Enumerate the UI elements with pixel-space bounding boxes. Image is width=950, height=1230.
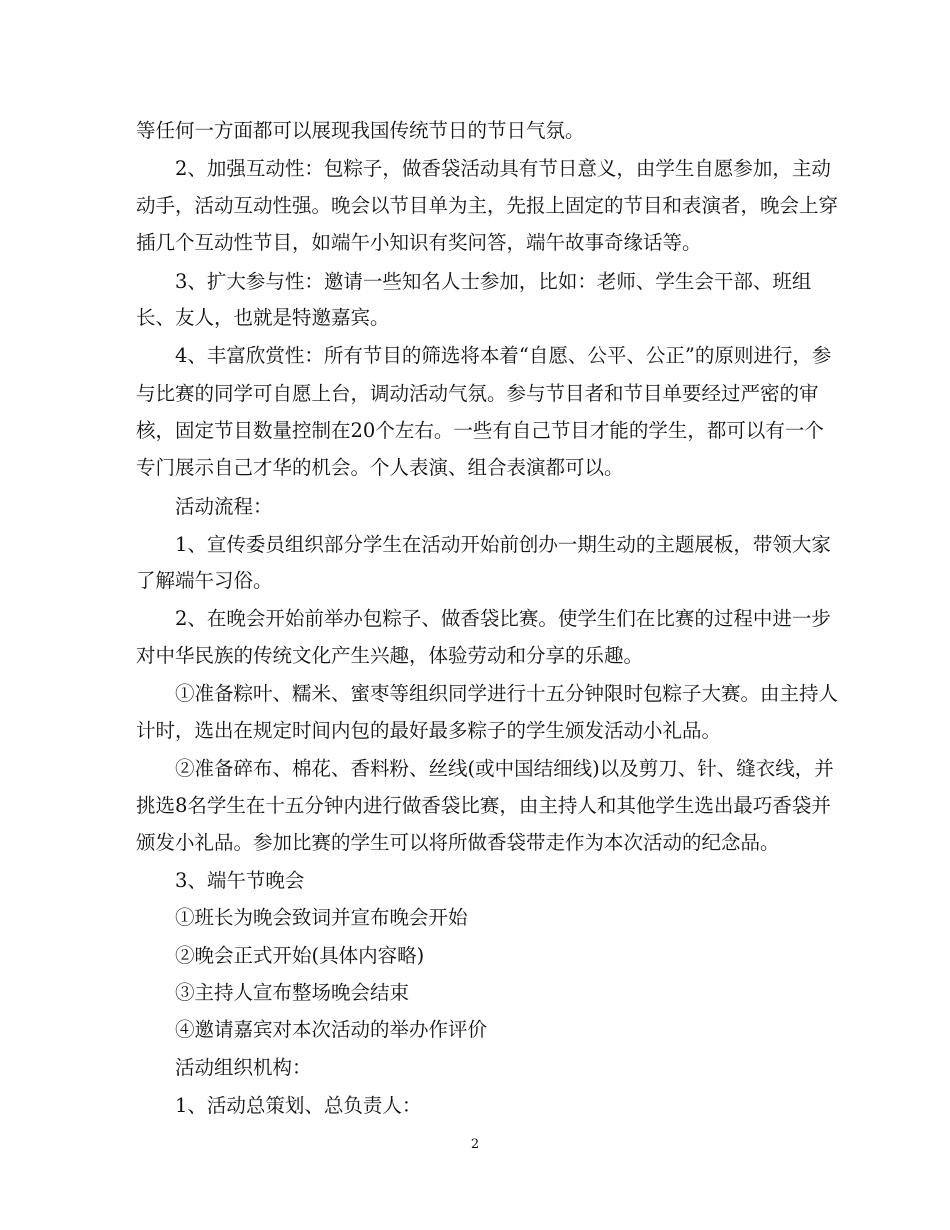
text-line: 计时，选出在规定时间内包的最好最多粽子的学生颁发活动小礼品。: [136, 719, 722, 742]
text-line: 1、宣传委员组织部分学生在活动开始前创办一期生动的主题展板，带领大家: [175, 533, 831, 556]
text-line: 插几个互动性节目，如端午小知识有奖问答，端午故事奇缘话等。: [136, 231, 702, 254]
page-number: 2: [470, 1137, 480, 1152]
text-line: 动手，活动互动性强。晚会以节目单为主，先报上固定的节目和表演者，晚会上穿: [136, 194, 839, 217]
section-heading: 活动流程：: [175, 495, 273, 518]
text-line: ①准备粽叶、糯米、蜜枣等组织同学进行十五分钟限时包粽子大赛。由主持人: [175, 682, 839, 705]
text-line: 长、友人，也就是特邀嘉宾。: [136, 306, 390, 329]
text-line: 对中华民族的传统文化产生兴趣，体验劳动和分享的乐趣。: [136, 644, 644, 667]
text-line: 了解端午习俗。: [136, 569, 273, 592]
section-heading: 活动组织机构：: [175, 1056, 312, 1079]
text-line: 等任何一方面都可以展现我国传统节日的节日气氛。: [136, 119, 585, 142]
list-item: ③主持人宣布整场晚会结束: [175, 981, 410, 1004]
text-line: 2、加强互动性：包粽子，做香袋活动具有节日意义，由学生自愿参加，主动: [175, 157, 831, 180]
list-item: ②晚会正式开始(具体内容略): [175, 944, 425, 967]
text-line: 1、活动总策划、总负责人：: [175, 1094, 422, 1117]
list-item: ④邀请嘉宾对本次活动的举办作评价: [175, 1018, 488, 1041]
text-line: 4、丰富欣赏性：所有节目的筛选将本着“自愿、公平、公正”的原则进行，参: [175, 344, 832, 367]
text-line: 核，固定节目数量控制在20个左右。一些有自己节目才能的学生，都可以有一个: [136, 419, 824, 442]
list-item: ①班长为晚会致词并宣布晚会开始: [175, 906, 468, 929]
text-line: 专门展示自己才华的机会。个人表演、组合表演都可以。: [136, 456, 624, 479]
section-heading: 3、端午节晚会: [175, 869, 305, 892]
text-line: 2、在晚会开始前举办包粽子、做香袋比赛。使学生们在比赛的过程中进一步: [175, 607, 831, 630]
text-line: ②准备碎布、棉花、香料粉、丝线(或中国结细线)以及剪刀、针、缝衣线，并: [175, 757, 834, 780]
text-line: 挑选8名学生在十五分钟内进行做香袋比赛，由主持人和其他学生选出最巧香袋并: [136, 794, 831, 817]
text-line: 颁发小礼品。参加比赛的学生可以将所做香袋带走作为本次活动的纪念品。: [136, 831, 780, 854]
text-line: 3、扩大参与性：邀请一些知名人士参加，比如：老师、学生会干部、班组: [175, 270, 812, 293]
text-line: 与比赛的同学可自愿上台，调动活动气氛。参与节目者和节目单要经过严密的审: [136, 382, 819, 405]
